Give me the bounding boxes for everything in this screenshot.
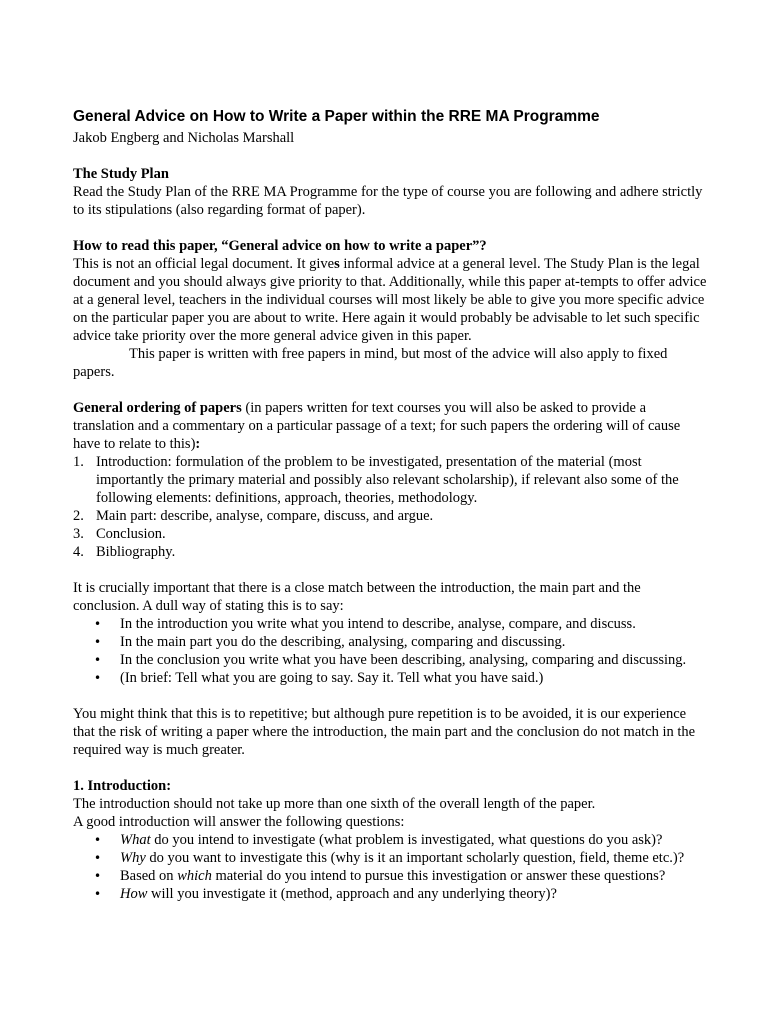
list-item xyxy=(73,867,708,885)
paragraph-how-to-read xyxy=(73,255,708,345)
section-ordering xyxy=(73,399,708,561)
text-run: do you intend to investigate (what problem is investigated, what questions do you ask)? xyxy=(150,832,663,848)
bullet-icon: • xyxy=(94,887,102,901)
list-number: 2. xyxy=(73,508,84,524)
bold-run: s xyxy=(334,256,340,272)
bullet-icon: • xyxy=(94,635,102,649)
list-item xyxy=(73,849,708,867)
list-item-text: (In brief: Tell what you are going to say. Say it. Tell what you have said.) xyxy=(120,670,544,686)
paragraph-introduction-length: The introduction should not take up more than one sixth of the overall length of the paper. xyxy=(73,796,596,812)
list-item xyxy=(73,885,708,903)
list-item-text: In the conclusion you write what you have been describing, analysing, comparing and discussing. xyxy=(120,652,687,668)
list-item-text: Conclusion. xyxy=(96,526,166,542)
list-item xyxy=(73,507,708,525)
list-item xyxy=(73,453,708,507)
section-how-to-read xyxy=(73,237,708,381)
text-run: will you investigate it (method, approach and any underlying theory)? xyxy=(147,886,557,902)
text-run: This is not an official legal document. It give xyxy=(73,256,335,272)
document-authors: Jakob Engberg and Nicholas Marshall xyxy=(73,130,295,146)
document-title: General Advice on How to Write a Paper within the RRE MA Programme xyxy=(73,108,600,125)
section-heading-introduction: 1. Introduction: xyxy=(73,778,172,794)
list-item-text: In the main part you do the describing, analysing, comparing and discussing. xyxy=(120,634,566,650)
paragraph-introduction-questions: A good introduction will answer the following questions: xyxy=(73,814,405,830)
list-item-text: In the introduction you write what you intend to describe, analyse, compare, and discuss. xyxy=(120,616,636,632)
list-item xyxy=(73,669,708,687)
paragraph-repetition: You might think that this is to repetitive; but although pure repetition is to be avoided, it is our experience that the risk of writing a paper where the introduction, the main part and the conclusion do not match in the required way is much greater. xyxy=(73,706,696,758)
bullet-icon: • xyxy=(94,653,102,667)
text-run: Based on xyxy=(120,868,178,884)
text-run: informal advice at a general level. The Study Plan is the legal document and you should always give priority to that. Additionally, while this paper at-tempts to offer advice at a general level, teachers in the individual courses will most likely be able to give you more specific advice on the particular paper you are about to write. Here again it would probably be advisable to let such specific advice take priority over the more general advice given in this paper. xyxy=(73,256,707,344)
bold-run: : xyxy=(195,436,201,452)
introduction-bullet-list xyxy=(73,831,708,903)
italic-run: How xyxy=(120,886,148,902)
ordering-list xyxy=(73,453,708,561)
italic-run: What xyxy=(120,832,151,848)
list-item xyxy=(73,831,708,849)
list-item-text: Introduction: formulation of the problem to be investigated, presentation of the material (most importantly the primary material and possibly also relevant scholarship), if relevant also some of the following elements: definitions, approach, theories, methodology. xyxy=(96,454,679,506)
list-item-text: Main part: describe, analyse, compare, discuss, and argue. xyxy=(96,508,434,524)
text-run: do you want to investigate this (why is it an important scholarly question, field, theme etc.)? xyxy=(145,850,685,866)
section-repetition xyxy=(73,705,708,759)
section-match xyxy=(73,579,708,687)
ordering-heading: General ordering of papers xyxy=(73,400,242,416)
paragraph-free-papers: This paper is written with free papers in mind, but most of the advice will also apply to fixed papers. xyxy=(73,346,668,380)
paragraph-ordering-intro xyxy=(73,399,708,453)
paragraph-match: It is crucially important that there is a close match between the introduction, the main part and the conclusion. A dull way of stating this is to say: xyxy=(73,580,641,614)
list-number: 3. xyxy=(73,526,84,542)
bullet-icon: • xyxy=(94,851,102,865)
text-run: (in papers written for text courses you will also be asked to provide a translation and a commentary on a particular passage of a text; for such papers the ordering will of cause have to relate to this) xyxy=(73,400,681,452)
section-heading-study-plan: The Study Plan xyxy=(73,166,169,182)
bullet-icon: • xyxy=(94,617,102,631)
bullet-icon: • xyxy=(94,833,102,847)
list-number: 4. xyxy=(73,544,84,560)
list-item xyxy=(73,615,708,633)
section-introduction xyxy=(73,777,708,903)
list-item-text: Bibliography. xyxy=(96,544,176,560)
list-number: 1. xyxy=(73,454,84,470)
bullet-icon: • xyxy=(94,869,102,883)
bullet-icon: • xyxy=(94,671,102,685)
section-heading-how-to-read: How to read this paper, “General advice on how to write a paper”? xyxy=(73,238,487,254)
italic-run: Why xyxy=(120,850,146,866)
list-item xyxy=(73,651,708,669)
text-run: material do you intend to pursue this investigation or answer these questions? xyxy=(211,868,666,884)
section-study-plan xyxy=(73,165,708,219)
paragraph-study-plan: Read the Study Plan of the RRE MA Programme for the type of course you are following and adhere strictly to its stipulations (also regarding format of paper). xyxy=(73,184,703,218)
list-item xyxy=(73,633,708,651)
list-item xyxy=(73,543,708,561)
italic-run: which xyxy=(177,868,212,884)
list-item xyxy=(73,525,708,543)
match-bullet-list xyxy=(73,615,708,687)
